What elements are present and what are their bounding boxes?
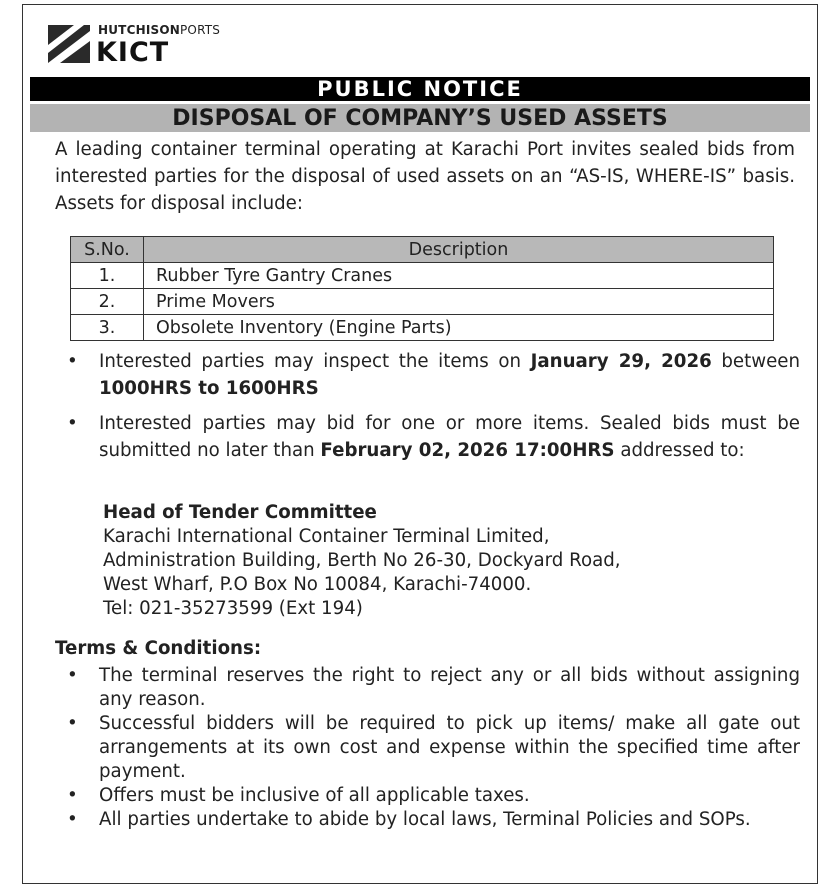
row-description: Rubber Tyre Gantry Cranes bbox=[144, 263, 774, 289]
public-notice-banner: PUBLIC NOTICE bbox=[30, 77, 810, 101]
list-item: • Successful bidders will be required to pick up items/ make all gate out arrangements at its own cost and expense within the specified time after payment. bbox=[67, 713, 800, 782]
bullet-dot: • bbox=[67, 413, 78, 434]
address-line: West Wharf, P.O Box No 10084, Karachi-74000. bbox=[103, 574, 532, 595]
header-description: Description bbox=[144, 237, 774, 263]
inspection-time: 1000HRS to 1600HRS bbox=[99, 378, 319, 399]
row-description: Prime Movers bbox=[144, 289, 774, 315]
row-number: 2. bbox=[71, 289, 144, 315]
list-item: • The terminal reserves the right to reject any or all bids without assigning any reason. bbox=[67, 665, 800, 710]
address-line: Karachi International Container Terminal Limited, bbox=[103, 526, 550, 547]
list-item: • Interested parties may inspect the items on January 29, 2026 between 1000HRS to 1600HRS bbox=[55, 348, 800, 402]
bullet-dot: • bbox=[67, 351, 78, 372]
row-description: Obsolete Inventory (Engine Parts) bbox=[144, 315, 774, 341]
address-heading: Head of Tender Committee bbox=[103, 502, 377, 523]
tender-address bbox=[103, 501, 621, 621]
row-number: 3. bbox=[71, 315, 144, 341]
kict-logo bbox=[48, 21, 308, 71]
table-row bbox=[71, 315, 774, 341]
submission-deadline: February 02, 2026 17:00HRS bbox=[320, 440, 615, 461]
header-sno: S.No. bbox=[71, 237, 144, 263]
address-telephone: Tel: 021-35273599 (Ext 194) bbox=[103, 598, 363, 619]
hutchison-ports-logo-icon bbox=[48, 25, 90, 63]
table-row bbox=[71, 289, 774, 315]
row-number: 1. bbox=[71, 263, 144, 289]
list-item: • All parties undertake to abide by local laws, Terminal Policies and SOPs. bbox=[67, 809, 751, 830]
terms-heading: Terms & Conditions: bbox=[55, 638, 262, 659]
inspection-bullet bbox=[55, 348, 800, 402]
bullet-dot: • bbox=[67, 713, 78, 734]
table-row bbox=[71, 263, 774, 289]
intro-paragraph: A leading container terminal operating at Karachi Port invites sealed bids from interested parties for the disposal of used assets on an “AS-IS, WHERE-IS” basis. Assets for disposal include: bbox=[55, 139, 795, 214]
bullet-dot: • bbox=[67, 809, 78, 830]
logo-kict-text: KICT bbox=[96, 37, 170, 68]
assets-table bbox=[70, 236, 774, 341]
inspection-date: January 29, 2026 bbox=[530, 351, 712, 372]
address-line: Administration Building, Berth No 26-30, Dockyard Road, bbox=[103, 550, 621, 571]
submission-bullet bbox=[55, 410, 800, 464]
notice-subtitle: DISPOSAL OF COMPANY’S USED ASSETS bbox=[30, 104, 810, 132]
bullet-dot: • bbox=[67, 785, 78, 806]
terms-list bbox=[55, 664, 800, 832]
list-item: • Interested parties may bid for one or more items. Sealed bids must be submitted no later than February 02, 2026 17:00HRS addressed to: bbox=[55, 410, 800, 464]
bullet-dot: • bbox=[67, 665, 78, 686]
logo-company-name: HUTCHISONPORTS bbox=[98, 23, 221, 37]
table-header-row bbox=[71, 237, 774, 263]
list-item: • Offers must be inclusive of all applicable taxes. bbox=[67, 785, 530, 806]
